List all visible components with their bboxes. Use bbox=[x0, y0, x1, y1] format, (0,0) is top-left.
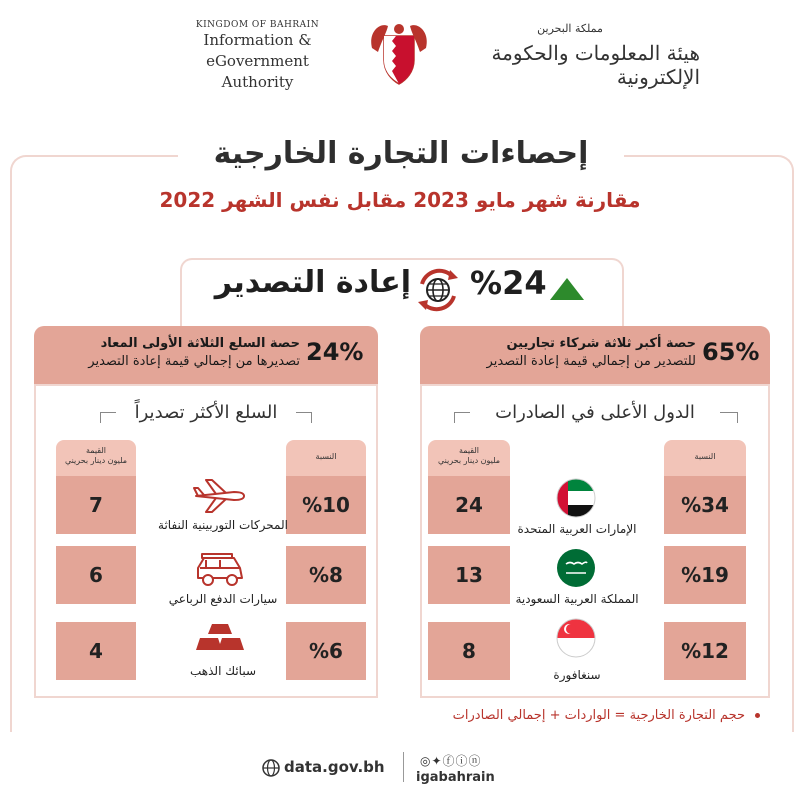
gold-bars-icon bbox=[190, 616, 250, 660]
country-name-1: الإمارات العربية المتحدة bbox=[517, 522, 637, 536]
share-partners-banner bbox=[420, 326, 770, 384]
bullet-icon bbox=[755, 713, 760, 718]
goods-name-3: سبائك الذهب bbox=[190, 664, 256, 678]
header-arabic bbox=[438, 22, 700, 89]
header-kingdom: KINGDOM OF BAHRAIN bbox=[195, 20, 320, 30]
country-pct-2: %19 bbox=[664, 546, 746, 604]
header-authority-ar: هيئة المعلومات والحكومة الإلكترونية bbox=[491, 41, 700, 89]
countries-col-value-unit: مليون دينار بحريني bbox=[437, 456, 501, 465]
reexport-label: إعادة التصدير bbox=[214, 265, 411, 300]
share-goods-banner bbox=[34, 326, 378, 384]
singapore-flag-icon bbox=[556, 618, 596, 658]
goods-value-2: 6 bbox=[56, 546, 136, 604]
header-english bbox=[150, 20, 365, 93]
header-kingdom-ar: مملكة البحرين bbox=[537, 22, 603, 35]
country-pct-1: %34 bbox=[664, 476, 746, 534]
saudi-flag-icon bbox=[556, 548, 596, 588]
country-value-1: 24 bbox=[428, 476, 510, 534]
website-link[interactable]: data.gov.bh bbox=[284, 758, 385, 776]
share-goods-line1: حصة السلع الثلاثة الأولى المعاد bbox=[100, 336, 300, 351]
share-partners-line1: حصة أكبر ثلاثة شركاء تجاريين bbox=[506, 336, 696, 351]
footer-divider bbox=[403, 752, 404, 782]
airplane-icon bbox=[190, 474, 250, 518]
footnote bbox=[0, 708, 760, 723]
header-authority-line1: Information & eGovernment bbox=[203, 31, 312, 70]
share-partners-text bbox=[430, 335, 696, 371]
goods-col-pct bbox=[286, 440, 366, 476]
share-goods-line2: تصديرها من إجمالي قيمة إعادة التصدير bbox=[88, 354, 300, 369]
goods-name-1: المحركات التوربينية النفاثة bbox=[158, 518, 288, 532]
goods-title: السلع الأكثر تصديراً bbox=[116, 402, 296, 428]
countries-title: الدول الأعلى في الصادرات bbox=[470, 402, 720, 428]
country-value-2: 13 bbox=[428, 546, 510, 604]
share-partners-line2: للتصدير من إجمالي قيمة إعادة التصدير bbox=[486, 354, 696, 369]
globe-cycle-icon bbox=[414, 266, 462, 314]
countries-col-pct bbox=[664, 440, 746, 476]
share-partners-pct: 65% bbox=[702, 338, 760, 366]
goods-value-3: 4 bbox=[56, 622, 136, 680]
countries-col-pct-label: النسبة bbox=[694, 452, 716, 461]
reexport-change: %24 bbox=[470, 264, 547, 302]
social-icons[interactable]: ◎✦ⓕⓘⓝ bbox=[420, 754, 482, 768]
goods-col-pct-label: النسبة bbox=[315, 452, 337, 461]
social-handle[interactable]: igabahrain bbox=[416, 770, 495, 785]
goods-col-value bbox=[56, 440, 136, 476]
footnote-text: حجم التجارة الخارجية = الواردات + إجمالي الصادرات bbox=[452, 708, 745, 723]
goods-pct-2: %8 bbox=[286, 546, 366, 604]
goods-name-2: سيارات الدفع الرباعي bbox=[168, 592, 278, 606]
share-goods-text bbox=[42, 335, 300, 371]
bahrain-emblem-icon bbox=[368, 18, 430, 88]
trend-up-icon bbox=[550, 278, 584, 300]
country-name-2: المملكة العربية السعودية bbox=[515, 592, 639, 606]
country-value-3: 8 bbox=[428, 622, 510, 680]
countries-col-value-label: القيمة bbox=[458, 446, 480, 455]
countries-col-value bbox=[428, 440, 510, 476]
goods-col-value-label: القيمة bbox=[85, 446, 107, 455]
country-pct-3: %12 bbox=[664, 622, 746, 680]
goods-col-value-unit: مليون دينار بحريني bbox=[64, 456, 128, 465]
page-subtitle: مقارنة شهر مايو 2023 مقابل نفس الشهر 2022 bbox=[159, 188, 641, 212]
country-name-3: سنغافورة bbox=[553, 668, 601, 682]
goods-value-1: 7 bbox=[56, 476, 136, 534]
share-goods-pct: 24% bbox=[306, 338, 364, 366]
goods-pct-1: %10 bbox=[286, 476, 366, 534]
suv-icon bbox=[190, 548, 250, 592]
page-title: إحصاءات التجارة الخارجية bbox=[178, 132, 624, 176]
header-authority-line2: Authority bbox=[221, 73, 294, 91]
goods-pct-3: %6 bbox=[286, 622, 366, 680]
uae-flag-icon bbox=[556, 478, 596, 518]
globe-icon bbox=[262, 759, 280, 777]
